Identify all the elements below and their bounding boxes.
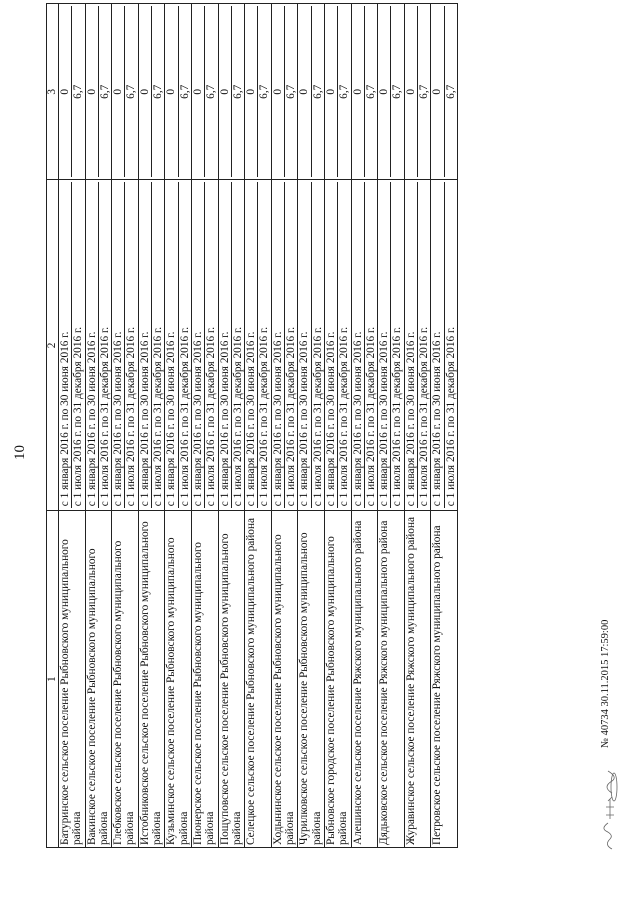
period-text: с 1 июля 2016 г. по 31 декабря 2016 г. (364, 182, 377, 508)
value-text: 6,7 (178, 6, 191, 177)
value-text: 0 (59, 88, 71, 95)
settlement-name: Пионерское сельское поселение Рыбновского муниципального района (191, 511, 218, 848)
period-cell (431, 180, 458, 511)
value-cell (112, 4, 139, 180)
settlement-name: Вакинское сельское поселение Рыбновского муниципального района (85, 511, 112, 848)
table-row (431, 4, 458, 848)
period-text: с 1 июля 2016 г. по 31 декабря 2016 г. (417, 182, 430, 508)
value-text: 0 (431, 88, 444, 95)
value-cell (271, 4, 298, 180)
settlement-name: Пощуповское сельское поселение Рыбновского муниципального района (218, 511, 245, 848)
value-text: 0 (298, 88, 311, 95)
value-cell (218, 4, 245, 180)
value-text: 6,7 (284, 6, 297, 177)
value-text: 0 (271, 88, 284, 95)
period-text: с 1 июля 2016 г. по 31 декабря 2016 г. (257, 182, 270, 508)
value-text: 0 (218, 88, 231, 95)
value-text: 6,7 (204, 6, 217, 177)
period-text: с 1 января 2016 г. по 30 июня 2016 г. (404, 331, 417, 507)
value-cell (404, 4, 431, 180)
value-cell (245, 4, 272, 180)
settlement-name: Дядьковское сельское поселение Ряжского муниципального района (378, 511, 405, 848)
period-text: с 1 июля 2016 г. по 31 декабря 2016 г. (178, 182, 191, 508)
period-text: с 1 июля 2016 г. по 31 декабря 2016 г. (311, 182, 324, 508)
period-cell (165, 180, 192, 511)
period-text: с 1 января 2016 г. по 30 июня 2016 г. (191, 331, 204, 507)
period-text: с 1 января 2016 г. по 30 июня 2016 г. (165, 331, 178, 507)
period-text: с 1 января 2016 г. по 30 июня 2016 г. (431, 331, 444, 507)
value-cell (191, 4, 218, 180)
settlement-name: Селецкое сельское поселение Рыбновского муниципального района (245, 511, 272, 848)
period-text: с 1 января 2016 г. по 30 июня 2016 г. (378, 331, 391, 507)
value-text: 6,7 (257, 6, 270, 177)
period-cell (218, 180, 245, 511)
period-cell (245, 180, 272, 511)
value-text: 0 (138, 88, 151, 95)
table-row (404, 4, 431, 848)
value-text: 6,7 (71, 6, 84, 177)
column-header: 1 (47, 511, 59, 848)
value-cell (298, 4, 325, 180)
period-cell (404, 180, 431, 511)
value-text: 0 (404, 88, 417, 95)
settlement-name: Истобниковское сельское поселение Рыбновского муниципального района (138, 511, 165, 848)
period-cell (138, 180, 165, 511)
period-text: с 1 января 2016 г. по 30 июня 2016 г. (138, 331, 151, 507)
settlement-name: Чурилковское сельское поселение Рыбновского муниципального района (298, 511, 325, 848)
settlement-name: Ходынинское сельское поселение Рыбновского муниципального района (271, 511, 298, 848)
period-text: с 1 июля 2016 г. по 31 декабря 2016 г. (124, 182, 137, 508)
period-text: с 1 июля 2016 г. по 31 декабря 2016 г. (284, 182, 297, 508)
period-text: с 1 июля 2016 г. по 31 декабря 2016 г. (98, 182, 111, 508)
column-header: 3 (47, 4, 59, 180)
period-text: с 1 января 2016 г. по 30 июня 2016 г. (245, 331, 258, 507)
period-cell (85, 180, 112, 511)
value-cell (85, 4, 112, 180)
settlement-name: Алешинское сельское поселение Ряжского муниципального района (351, 511, 378, 848)
table-row (85, 4, 112, 848)
value-text: 6,7 (417, 6, 430, 177)
value-text: 6,7 (390, 6, 403, 177)
table-header-row (47, 4, 59, 848)
value-text: 0 (351, 88, 364, 95)
settlement-name: Журавинское сельское поселение Ряжского муниципального района (404, 511, 431, 848)
period-cell (298, 180, 325, 511)
settlement-name: Батуринское сельское поселение Рыбновского муниципального района (59, 511, 86, 848)
value-text: 6,7 (444, 6, 457, 177)
value-text: 0 (112, 88, 125, 95)
table-row (112, 4, 139, 848)
period-text: с 1 января 2016 г. по 30 июня 2016 г. (59, 331, 71, 507)
registry-stamp (598, 763, 620, 853)
value-text: 6,7 (364, 6, 377, 177)
value-text: 0 (85, 88, 98, 95)
value-text: 6,7 (311, 6, 324, 177)
period-text: с 1 января 2016 г. по 30 июня 2016 г. (85, 331, 98, 507)
table-row (351, 4, 378, 848)
period-cell (324, 180, 351, 511)
period-text: с 1 января 2016 г. по 30 июня 2016 г. (324, 331, 337, 507)
value-text: 0 (378, 88, 391, 95)
settlement-name: Рыбновское городское поселение Рыбновского муниципального района (324, 511, 351, 848)
value-text: 6,7 (98, 6, 111, 177)
period-cell (59, 180, 86, 511)
period-text: с 1 июля 2016 г. по 31 декабря 2016 г. (204, 182, 217, 508)
period-text: с 1 января 2016 г. по 30 июня 2016 г. (218, 331, 231, 507)
value-cell (324, 4, 351, 180)
period-cell (112, 180, 139, 511)
value-text: 0 (324, 88, 337, 95)
period-cell (378, 180, 405, 511)
column-header: 2 (47, 180, 59, 511)
value-text: 6,7 (231, 6, 244, 177)
period-text: с 1 июля 2016 г. по 31 декабря 2016 г. (444, 182, 457, 508)
table-row (271, 4, 298, 848)
table-row (138, 4, 165, 848)
value-text: 6,7 (337, 6, 350, 177)
value-text: 0 (165, 88, 178, 95)
period-text: с 1 января 2016 г. по 30 июня 2016 г. (351, 331, 364, 507)
value-text: 0 (245, 88, 258, 95)
value-cell (351, 4, 378, 180)
period-text: с 1 июля 2016 г. по 31 декабря 2016 г. (231, 182, 244, 508)
value-text: 6,7 (151, 6, 164, 177)
table-row (298, 4, 325, 848)
table-row (218, 4, 245, 848)
period-text: с 1 июля 2016 г. по 31 декабря 2016 г. (390, 182, 403, 508)
table-row (191, 4, 218, 848)
value-cell (165, 4, 192, 180)
page-number: 10 (12, 445, 28, 460)
table-row (245, 4, 272, 848)
tariff-table (46, 3, 458, 848)
period-text: с 1 июля 2016 г. по 31 декабря 2016 г. (337, 182, 350, 508)
settlement-name: Петровское сельское поселение Ряжского муниципального района (431, 511, 458, 848)
period-cell (191, 180, 218, 511)
value-text: 0 (191, 88, 204, 95)
period-text: с 1 января 2016 г. по 30 июня 2016 г. (112, 331, 125, 507)
document-registration-number: № 40734 30.11.2015 17:59:00 (600, 619, 611, 748)
value-cell (431, 4, 458, 180)
value-cell (138, 4, 165, 180)
table-row (324, 4, 351, 848)
settlement-name: Кузьминское сельское поселение Рыбновского муниципального района (165, 511, 192, 848)
table-row (378, 4, 405, 848)
period-cell (271, 180, 298, 511)
settlement-name: Глебковское сельское поселение Рыбновского муниципального района (112, 511, 139, 848)
period-text: с 1 января 2016 г. по 30 июня 2016 г. (298, 331, 311, 507)
table-row (59, 4, 86, 848)
value-text: 6,7 (124, 6, 137, 177)
period-text: с 1 июля 2016 г. по 31 декабря 2016 г. (151, 182, 164, 508)
period-text: с 1 июля 2016 г. по 31 декабря 2016 г. (71, 182, 84, 508)
table-row (165, 4, 192, 848)
period-cell (351, 180, 378, 511)
value-cell (378, 4, 405, 180)
value-cell (59, 4, 86, 180)
period-text: с 1 января 2016 г. по 30 июня 2016 г. (271, 331, 284, 507)
